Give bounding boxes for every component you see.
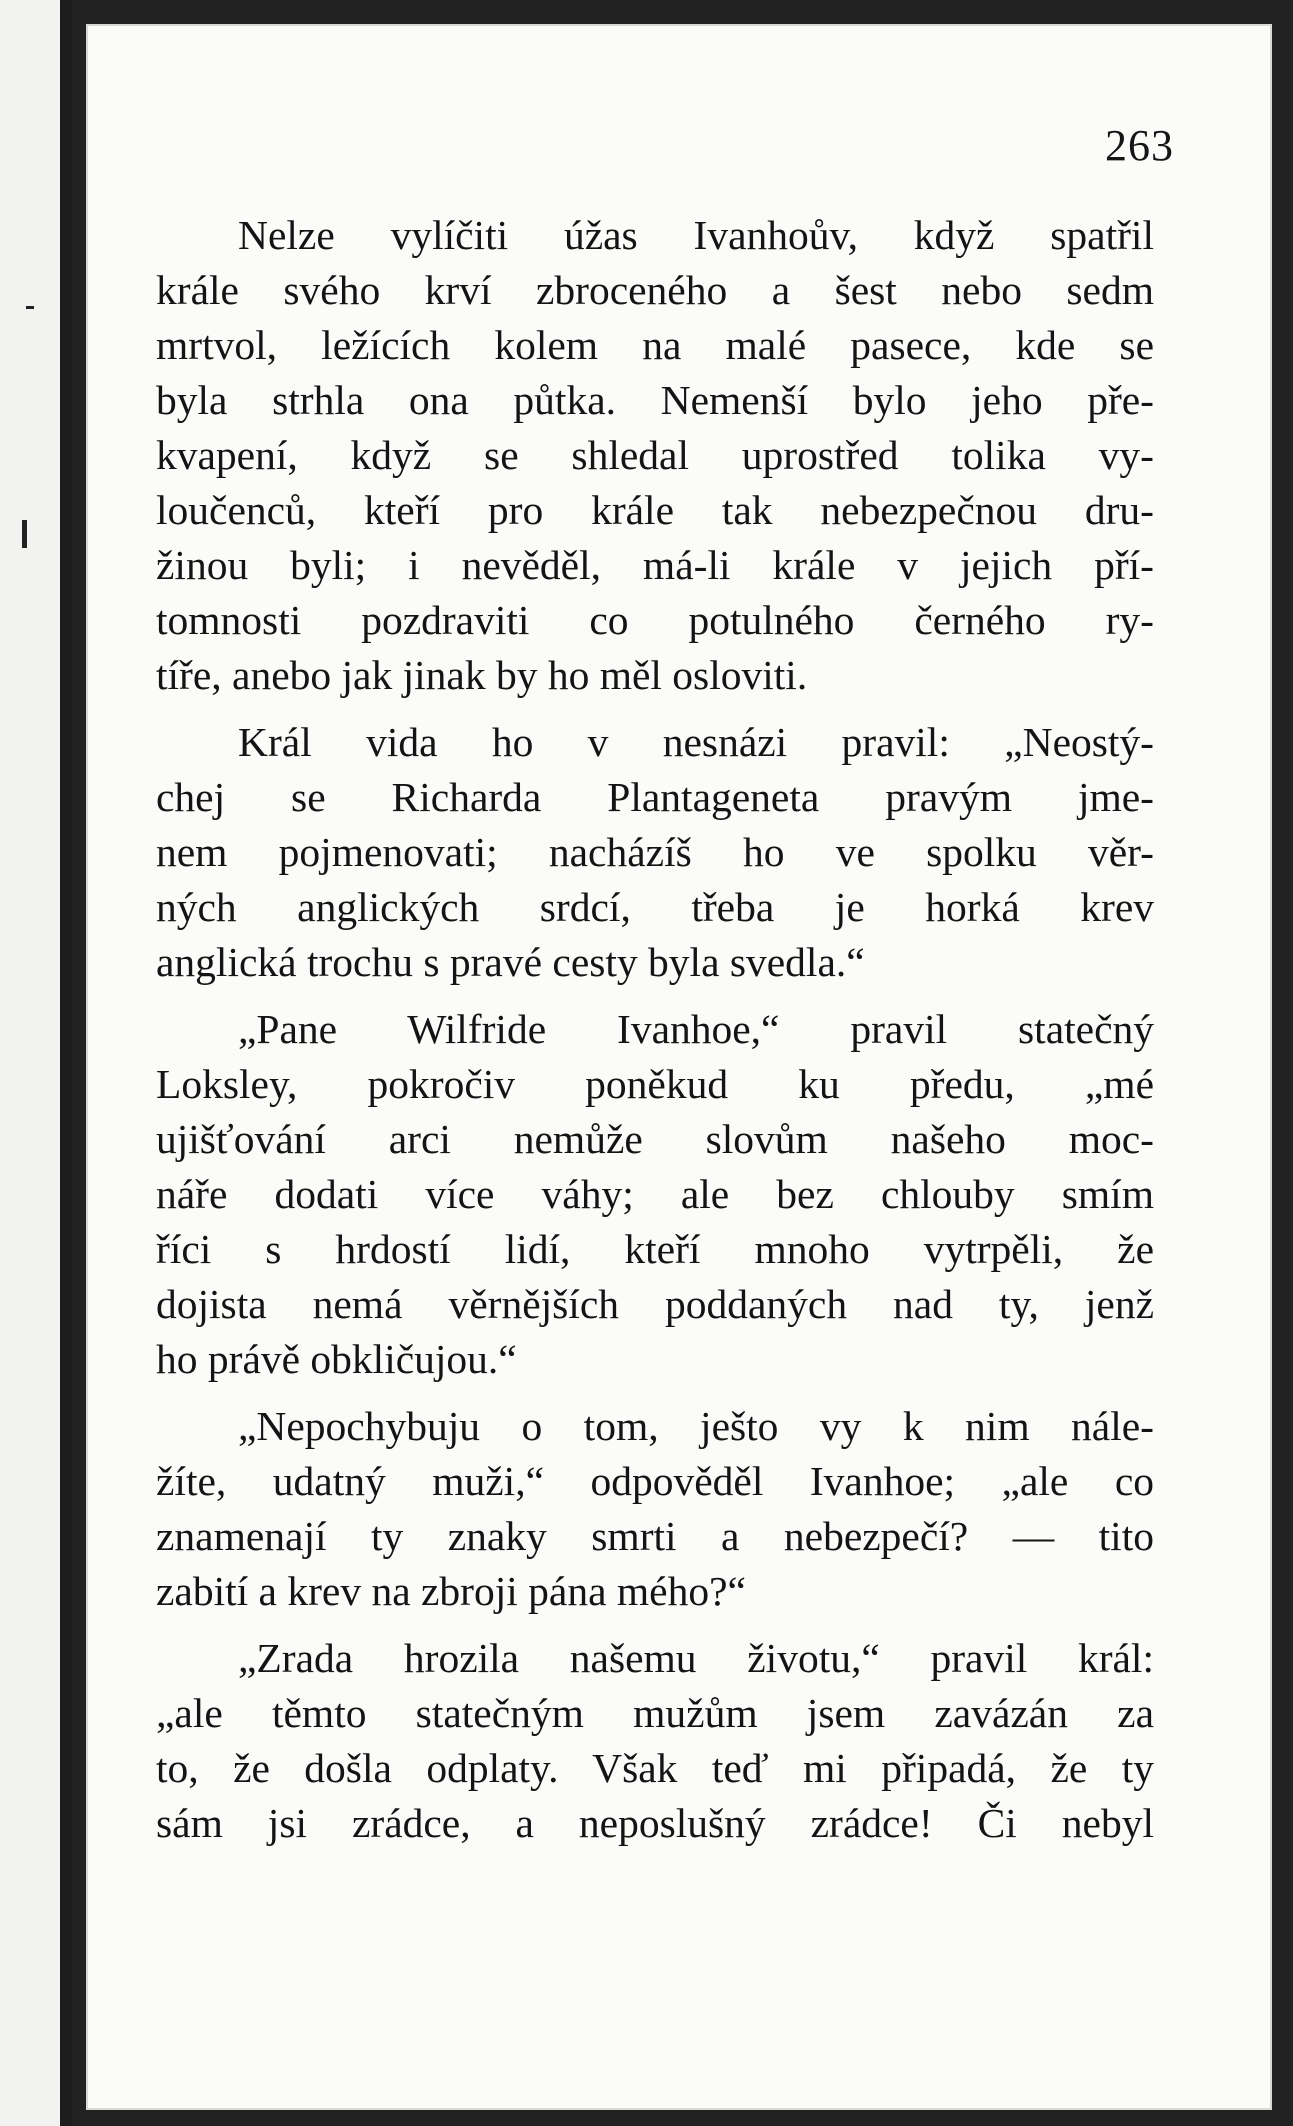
text-line: „Zrada hrozila našemu životu,“ pravil král: [238,1635,1154,1681]
text-line: to, že došla odplaty. Však teď mi připadá, že ty [156,1745,1154,1791]
text-line: „Nepochybuju o tom, ješto vy k nim nále- [238,1403,1154,1449]
text-line: kvapení, když se shledal uprostřed tolika vy- [156,432,1154,478]
text-line: „Pane Wilfride Ivanhoe,“ pravil statečný [238,1006,1154,1052]
text-line: ujišťování arci nemůže slovům našeho moc- [156,1116,1154,1162]
text-line: říci s hrdostí lidí, kteří mnoho vytrpěli, že [156,1226,1154,1272]
text-line: mrtvol, ležících kolem na malé pasece, kde se [156,322,1154,368]
text-line: ho právě obkličujou.“ [156,1336,517,1382]
text-line: anglická trochu s pravé cesty byla svedla.“ [156,939,865,985]
text-line: sám jsi zrádce, a neposlušný zrádce! Či nebyl [156,1800,1154,1846]
previous-page-edge [0,0,72,2126]
text-line: chej se Richarda Plantageneta pravým jme- [156,774,1154,820]
page-text [156,208,1154,1863]
scan-speck [26,306,34,309]
text-line: loučenců, kteří pro krále tak nebezpečnou dru- [156,487,1154,533]
text-line: zabití a krev na zbroji pána mého?“ [156,1568,746,1614]
scan-speck [22,520,27,548]
text-line: nem pojmenovati; nacházíš ho ve spolku věr- [156,829,1154,875]
book-page [86,24,1272,2110]
page-number: 263 [1105,121,1174,170]
paragraph [156,208,1154,703]
paragraph [156,715,1154,990]
text-line: Král vida ho v nesnázi pravil: „Neostý- [238,719,1154,765]
text-line: žinou byli; i nevěděl, má-li krále v jejich pří- [156,542,1154,588]
paragraph [156,1002,1154,1387]
paragraph [156,1399,1154,1619]
text-line: byla strhla ona půtka. Nemenší bylo jeho pře- [156,377,1154,423]
text-line: Nelze vylíčiti úžas Ivanhoův, když spatřil [238,212,1154,258]
text-line: krále svého krví zbroceného a šest nebo sedm [156,267,1154,313]
paragraph [156,1631,1154,1851]
text-line: žíte, udatný muži,“ odpověděl Ivanhoe; „ale co [156,1458,1154,1504]
text-line: tomnosti pozdraviti co potulného černého ry- [156,597,1154,643]
text-line: znamenají ty znaky smrti a nebezpečí? — tito [156,1513,1154,1559]
text-line: dojista nemá věrnějších poddaných nad ty, jenž [156,1281,1154,1327]
text-line: Loksley, pokročiv poněkud ku předu, „mé [156,1061,1154,1107]
text-line: náře dodati více váhy; ale bez chlouby smím [156,1171,1154,1217]
text-line: „ale těmto statečným mužům jsem zavázán za [156,1690,1154,1736]
text-line: ných anglických srdcí, třeba je horká krev [156,884,1154,930]
text-line: tíře, anebo jak jinak by ho měl osloviti. [156,652,808,698]
